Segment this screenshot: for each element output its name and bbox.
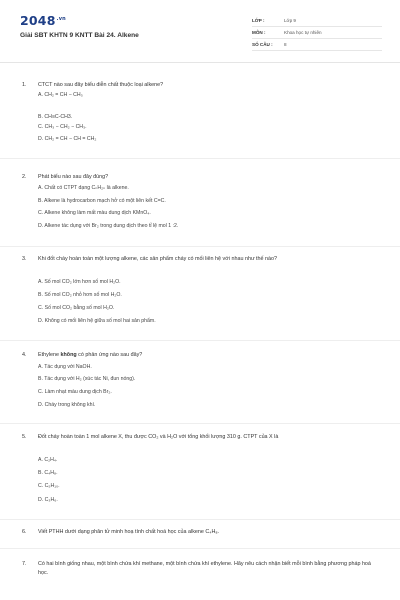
option[interactable]: B. CH≡C-CH3. bbox=[38, 114, 73, 120]
option[interactable]: B. Tác dụng với H₂ (xúc tác Ni, đun nóng). bbox=[38, 376, 136, 382]
meta-key: MÔN : bbox=[252, 30, 266, 35]
option[interactable]: D. Không có mối liên hệ giữa số mol hai sản phẩm. bbox=[38, 318, 156, 324]
question-text: Phát biểu nào sau đây đúng? bbox=[38, 174, 109, 180]
question-divider bbox=[0, 519, 400, 520]
option[interactable]: C. CH₃ − CH₂ − CH₃. bbox=[38, 124, 87, 130]
meta-value: Khoa học tự nhiên bbox=[284, 30, 322, 35]
option[interactable]: A. Số mol CO₂ lớn hơn số mol H₂O. bbox=[38, 279, 121, 285]
option[interactable]: B. Alkene là hydrocarbon mạch hở có một liên kết C=C. bbox=[38, 198, 166, 204]
option[interactable]: A. Chất có CTPT dạng CₙH₂ₙ là alkene. bbox=[38, 185, 129, 191]
question-divider bbox=[0, 158, 400, 159]
option[interactable]: A. CH₂ = CH − CH₃ bbox=[38, 92, 83, 98]
meta-key: LỚP : bbox=[252, 18, 265, 23]
question-number: 4. bbox=[22, 352, 27, 358]
question-divider bbox=[0, 340, 400, 341]
question-text: Ethylene không có phản ứng nào sau đây? bbox=[38, 352, 143, 358]
question-divider bbox=[0, 423, 400, 424]
question-number: 7. bbox=[22, 561, 27, 567]
question-text: Có hai bình giống nhau, một bình chứa khí methane, một bình chứa khí ethylene. Hãy nêu cách nhận biết mỗi bình bằng phương pháp hoá học. bbox=[38, 561, 371, 576]
meta-key: SỐ CÂU : bbox=[252, 42, 273, 47]
page-header bbox=[0, 0, 400, 62]
option[interactable]: C. Số mol CO₂ bằng số mol H₂O. bbox=[38, 305, 115, 311]
meta-row-count bbox=[252, 39, 382, 51]
option[interactable]: C. Alkene không làm mất màu dung dịch KMnO₄. bbox=[38, 210, 151, 216]
option[interactable]: D. Alkene tác dụng với Br₂ trong dung dịch theo tỉ lệ mol 1 :2. bbox=[38, 223, 179, 229]
option[interactable]: C. C₅H₁₀. bbox=[38, 483, 60, 489]
option[interactable]: A. Tác dụng với NaOH. bbox=[38, 364, 92, 370]
question-divider bbox=[0, 548, 400, 549]
meta-value: 8 bbox=[284, 42, 287, 47]
option[interactable]: C. Làm nhạt màu dung dịch Br₂. bbox=[38, 389, 112, 395]
document-title: Giải SBT KHTN 9 KNTT Bài 24. Alkene bbox=[20, 32, 139, 39]
question-number: 1. bbox=[22, 82, 27, 88]
option[interactable]: D. Cháy trong không khí. bbox=[38, 402, 96, 408]
option[interactable]: D. CH₂ = CH − CH = CH₂ bbox=[38, 136, 97, 142]
question-number: 5. bbox=[22, 434, 27, 440]
question-text: Viết PTHH dưới dạng phân tử minh hoạ tính chất hoá học của alkene C₄H₈. bbox=[38, 529, 220, 535]
option[interactable]: B. C₄H₈. bbox=[38, 470, 58, 476]
option[interactable]: A. C₂H₄. bbox=[38, 457, 58, 463]
emphasis-text: không bbox=[60, 352, 77, 358]
question-text: CTCT nào sau đây biểu diễn chất thuộc loại alkene? bbox=[38, 82, 164, 88]
meta-row-subject bbox=[252, 27, 382, 39]
header-divider bbox=[0, 62, 400, 63]
meta-value: Lớp 9 bbox=[284, 18, 296, 23]
site-logo[interactable]: $2048^{.vn}$ bbox=[20, 13, 66, 28]
meta-info bbox=[252, 15, 382, 51]
question-number: 6. bbox=[22, 529, 27, 535]
question-number: 3. bbox=[22, 256, 27, 262]
option[interactable]: B. Số mol CO₂ nhỏ hơn số mol H₂O. bbox=[38, 292, 122, 298]
question-number: 2. bbox=[22, 174, 27, 180]
meta-row-class bbox=[252, 15, 382, 27]
question-text: Đốt cháy hoàn toàn 1 mol alkene X, thu được CO₂ và H₂O với tổng khối lượng 310 g. CTPT của X là bbox=[38, 434, 279, 440]
question-divider bbox=[0, 246, 400, 247]
option[interactable]: D. C₃H₆. bbox=[38, 497, 58, 503]
question-text: Khi đốt cháy hoàn toàn một lượng alkene, các sản phẩm cháy có mối liên hệ với nhau như thế nào? bbox=[38, 256, 278, 262]
